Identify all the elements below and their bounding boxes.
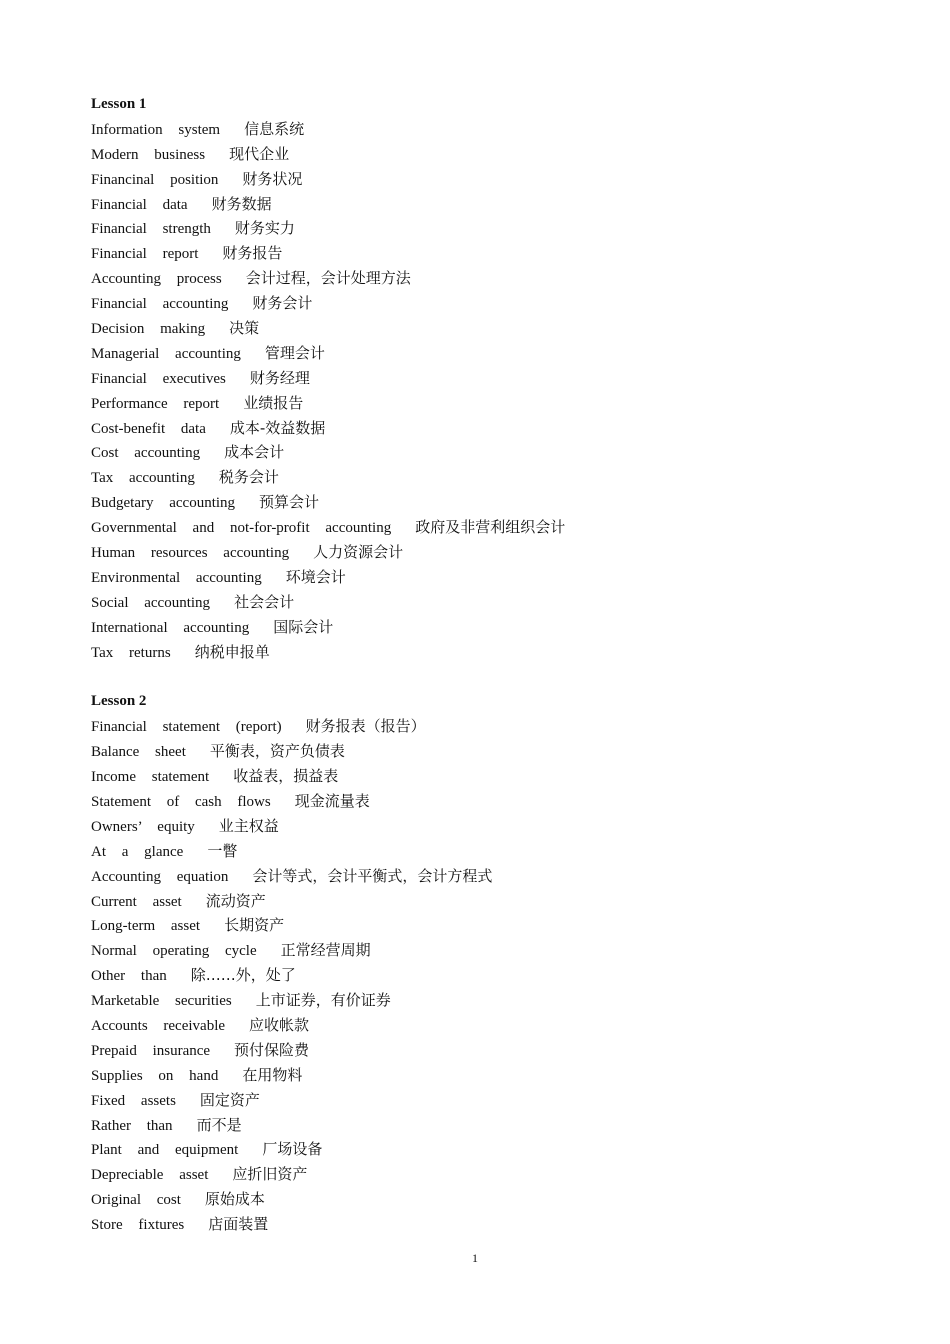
term-row xyxy=(91,1187,871,1212)
term-english: Income statement xyxy=(91,769,210,786)
term-chinese: 环境会计 xyxy=(285,567,346,586)
term-row xyxy=(91,440,871,465)
term-english: Other than xyxy=(91,968,167,985)
term-row xyxy=(91,490,871,515)
term-row xyxy=(91,764,871,789)
term-row xyxy=(91,167,871,192)
term-row xyxy=(91,1113,871,1138)
term-chinese: 会计过程，会计处理方法 xyxy=(245,269,411,288)
term-english: Financial data xyxy=(91,196,188,213)
term-row xyxy=(91,465,871,490)
term-english: Budgetary accounting xyxy=(91,495,236,512)
term-english: Cost accounting xyxy=(91,445,201,462)
term-english: Long-term asset xyxy=(91,918,201,935)
term-row xyxy=(91,739,871,764)
term-chinese: 业主权益 xyxy=(218,816,279,835)
term-chinese: 社会会计 xyxy=(234,592,295,611)
term-row xyxy=(91,1063,871,1088)
term-chinese: 业绩报告 xyxy=(243,393,304,412)
term-english: Normal operating cycle xyxy=(91,943,257,960)
term-chinese: 纳税申报单 xyxy=(194,642,270,661)
term-english: Managerial accounting xyxy=(91,345,241,362)
term-chinese: 而不是 xyxy=(196,1115,242,1134)
term-english: Information system xyxy=(91,121,221,138)
term-row xyxy=(91,216,871,241)
term-row xyxy=(91,1137,871,1162)
term-chinese: 财务状况 xyxy=(242,169,303,188)
term-english: Store fixtures xyxy=(91,1217,185,1234)
term-chinese: 固定资产 xyxy=(199,1090,260,1109)
term-chinese: 应收帐款 xyxy=(249,1015,310,1034)
lesson-heading: Lesson 2 xyxy=(91,693,147,710)
term-english: Financial statement (report) xyxy=(91,719,282,736)
term-english: Owners’ equity xyxy=(91,818,195,835)
term-english: Financial strength xyxy=(91,221,211,238)
term-english: Current asset xyxy=(91,893,182,910)
term-row xyxy=(91,391,871,416)
term-english: Cost-benefit data xyxy=(91,420,206,437)
term-chinese: 店面装置 xyxy=(208,1215,269,1234)
term-english: Original cost xyxy=(91,1192,181,1209)
term-chinese: 在用物料 xyxy=(242,1065,303,1084)
term-row xyxy=(91,1212,871,1237)
term-chinese: 现代企业 xyxy=(229,144,290,163)
term-chinese: 厂场设备 xyxy=(262,1140,323,1159)
term-chinese: 应折旧资产 xyxy=(232,1165,308,1184)
term-english: Accounting process xyxy=(91,271,222,288)
term-english: Prepaid insurance xyxy=(91,1042,211,1059)
term-chinese: 正常经营周期 xyxy=(280,941,371,960)
term-chinese: 会计等式，会计平衡式，会计方程式 xyxy=(252,866,493,885)
term-row xyxy=(91,640,871,665)
term-chinese: 税务会计 xyxy=(218,468,279,487)
term-list xyxy=(91,117,871,665)
term-english: Human resources accounting xyxy=(91,545,290,562)
term-english: Fixed assets xyxy=(91,1092,176,1109)
term-chinese: 成本-效益数据 xyxy=(229,418,326,437)
term-chinese: 收益表，损益表 xyxy=(233,767,339,786)
term-row xyxy=(91,540,871,565)
term-english: Tax accounting xyxy=(91,470,195,487)
term-english: Depreciable asset xyxy=(91,1167,209,1184)
term-row xyxy=(91,839,871,864)
term-english: International accounting xyxy=(91,619,250,636)
term-row xyxy=(91,416,871,441)
lesson-section-2 xyxy=(91,689,871,1237)
term-row xyxy=(91,316,871,341)
term-row xyxy=(91,341,871,366)
term-chinese: 除……外，处了 xyxy=(190,966,296,985)
term-english: At a glance xyxy=(91,843,184,860)
term-english: Marketable securities xyxy=(91,993,232,1010)
term-chinese: 人力资源会计 xyxy=(313,543,404,562)
term-chinese: 财务报告 xyxy=(222,244,283,263)
term-row xyxy=(91,1162,871,1187)
term-row xyxy=(91,864,871,889)
term-chinese: 预算会计 xyxy=(259,493,320,512)
term-row xyxy=(91,714,871,739)
term-row xyxy=(91,142,871,167)
term-row xyxy=(91,590,871,615)
term-chinese: 财务实力 xyxy=(234,219,295,238)
term-row xyxy=(91,1013,871,1038)
term-english: Financial accounting xyxy=(91,296,229,313)
term-english: Social accounting xyxy=(91,594,211,611)
term-english: Performance report xyxy=(91,395,220,412)
term-english: Accounts receivable xyxy=(91,1017,226,1034)
term-chinese: 财务会计 xyxy=(252,294,313,313)
term-chinese: 政府及非营利组织会计 xyxy=(415,518,566,537)
term-row xyxy=(91,913,871,938)
term-english: Rather than xyxy=(91,1117,173,1134)
term-row xyxy=(91,889,871,914)
term-row xyxy=(91,565,871,590)
term-row xyxy=(91,615,871,640)
term-chinese: 长期资产 xyxy=(224,916,285,935)
term-row xyxy=(91,963,871,988)
term-row xyxy=(91,814,871,839)
term-chinese: 平衡表，资产负债表 xyxy=(209,742,345,761)
glossary-content xyxy=(91,92,871,1237)
term-chinese: 财务经理 xyxy=(249,368,310,387)
term-row xyxy=(91,366,871,391)
term-row xyxy=(91,291,871,316)
term-chinese: 流动资产 xyxy=(205,891,266,910)
term-chinese: 国际会计 xyxy=(273,617,334,636)
lesson-heading: Lesson 1 xyxy=(91,96,147,112)
term-chinese: 信息系统 xyxy=(244,119,305,138)
term-english: Environmental accounting xyxy=(91,569,262,586)
term-english: Modern business xyxy=(91,146,206,163)
term-english: Plant and equipment xyxy=(91,1142,239,1159)
term-chinese: 财务数据 xyxy=(211,194,272,213)
term-chinese: 财务报表（报告） xyxy=(305,717,426,736)
lesson-section-1 xyxy=(91,92,871,664)
term-list xyxy=(91,714,871,1237)
term-english: Decision making xyxy=(91,321,206,338)
term-row xyxy=(91,938,871,963)
term-row xyxy=(91,988,871,1013)
term-english: Financial report xyxy=(91,246,199,263)
term-chinese: 预付保险费 xyxy=(234,1040,310,1059)
term-row xyxy=(91,789,871,814)
term-english: Statement of cash flows xyxy=(91,793,271,810)
term-chinese: 一瞥 xyxy=(207,841,238,860)
term-row xyxy=(91,192,871,217)
term-row xyxy=(91,1088,871,1113)
term-english: Financinal position xyxy=(91,171,219,188)
term-english: Accounting equation xyxy=(91,868,229,885)
term-english: Governmental and not-for-profit accounting xyxy=(91,520,392,537)
term-row xyxy=(91,1038,871,1063)
term-row xyxy=(91,117,871,142)
term-chinese: 决策 xyxy=(229,319,260,338)
term-english: Tax returns xyxy=(91,644,171,661)
term-english: Financial executives xyxy=(91,370,226,387)
term-chinese: 现金流量表 xyxy=(294,791,370,810)
term-chinese: 成本会计 xyxy=(224,443,285,462)
term-chinese: 原始成本 xyxy=(204,1190,265,1209)
term-row xyxy=(91,241,871,266)
term-english: Balance sheet xyxy=(91,744,186,761)
term-chinese: 上市证券，有价证券 xyxy=(255,991,391,1010)
page-number: 1 xyxy=(472,1251,478,1265)
term-row xyxy=(91,515,871,540)
term-english: Supplies on hand xyxy=(91,1067,219,1084)
term-row xyxy=(91,266,871,291)
term-chinese: 管理会计 xyxy=(264,343,325,362)
